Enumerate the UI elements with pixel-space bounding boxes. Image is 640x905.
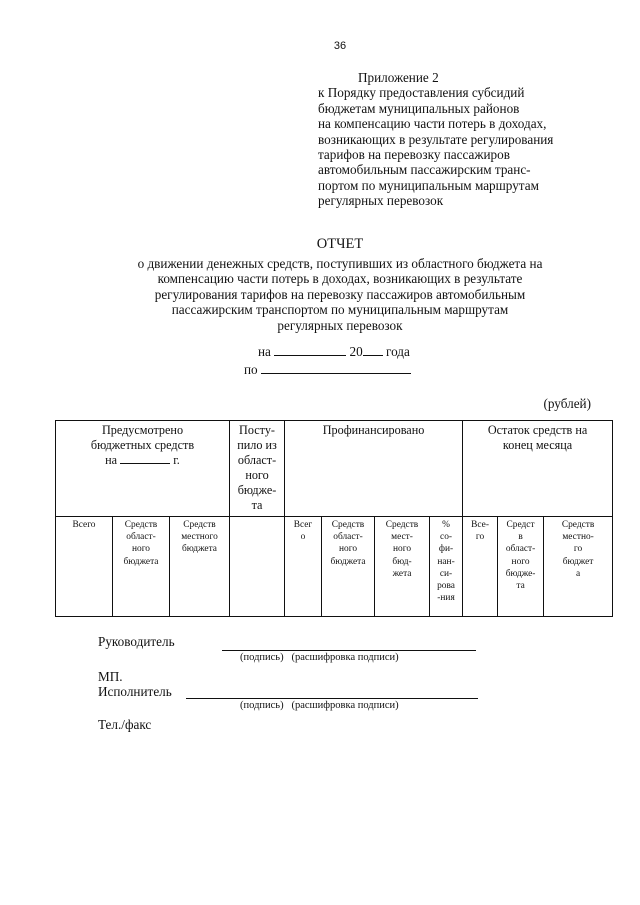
header-planned: Предусмотрено бюджетных средств на г.: [56, 421, 230, 517]
year-blank: [120, 453, 170, 464]
sub-header-text: Все-: [471, 520, 489, 530]
sub-header-text: фи-: [438, 544, 454, 555]
units-label: (рублей): [543, 396, 591, 411]
sub-header-cell: [544, 517, 613, 617]
sub-header-text: жета: [392, 568, 412, 579]
recipient-blank: [261, 362, 411, 374]
page-number: 36: [333, 40, 347, 52]
sub-header-row: [56, 517, 613, 617]
sub-header-cell: [230, 517, 285, 617]
sub-header-cell: [285, 517, 322, 617]
sub-header-text: нан-: [437, 556, 455, 567]
sub-header-text: Средств: [561, 520, 595, 530]
sub-header-cell: [375, 517, 430, 617]
sub-header-text: местного: [181, 532, 218, 543]
sub-header-text: Средств: [385, 520, 419, 530]
period-year-blank: [363, 344, 383, 356]
sub-header-cell: [463, 517, 498, 617]
report-subtitle: [60, 256, 620, 333]
sub-header-cell: [322, 517, 375, 617]
sub-header-text: та: [516, 581, 525, 592]
report-subtitle-line: компенсацию части потерь в доходах, возникающих в результате: [157, 271, 523, 287]
appendix-title: Приложение 2: [358, 70, 439, 85]
sub-header-text: Средст: [506, 520, 535, 530]
appendix-line: портом по муниципальным маршрутам: [318, 177, 539, 193]
sub-header-text: област-: [333, 532, 363, 543]
executor-label: Исполнитель: [98, 684, 172, 699]
sub-header-text: Всего: [72, 520, 96, 530]
sub-header-text: в: [518, 532, 523, 543]
appendix-line: возникающих в результате регулирования: [318, 131, 554, 147]
header-financed: Профинансировано: [285, 421, 463, 517]
recipient-prefix: по: [244, 362, 258, 377]
executor-caption: (подпись) (расшифровка подписи): [240, 700, 399, 711]
report-subtitle-line: о движении денежных средств, поступивших из областного бюджета на: [137, 256, 543, 271]
header-balance: Остаток средств на конец месяца: [463, 421, 613, 517]
header-received: Посту- пило из област- ного бюдже- та: [230, 421, 285, 517]
sub-header-text: бюд-: [392, 556, 412, 567]
sub-header-cell: [170, 517, 230, 617]
report-recipient: [244, 362, 411, 378]
sub-header-text: си-: [439, 568, 453, 579]
sub-header-text: мест-: [391, 532, 413, 543]
executor-signature-line: [186, 698, 478, 699]
sub-header-text: Средств: [331, 520, 365, 530]
sub-header-text: ного: [131, 544, 150, 555]
report-period: [258, 344, 410, 360]
report-subtitle-line: регулирования тарифов на перевозку пассажиров автомобильным: [154, 286, 526, 302]
sub-header-text: со-: [440, 532, 453, 543]
sub-header-text: област-: [126, 532, 156, 543]
appendix-line: тарифов на перевозку пассажиров: [318, 147, 510, 163]
appendix-block: [318, 70, 553, 209]
sub-header-text: го: [573, 544, 583, 555]
sub-header-text: бюдже-: [505, 568, 536, 579]
sub-header-text: ного: [511, 556, 530, 567]
appendix-line: автомобильным пассажирским транс-: [318, 162, 531, 178]
sub-header-text: ного: [339, 544, 358, 555]
report-subtitle-line: пассажирским транспортом по муниципальным маршрутам: [171, 302, 509, 318]
report-title: ОТЧЕТ: [316, 236, 364, 252]
appendix-line: регулярных перевозок: [318, 193, 444, 209]
sub-header-text: го: [475, 532, 485, 543]
sub-header-text: а: [575, 568, 581, 579]
report-subtitle-line: регулярных перевозок: [277, 317, 403, 333]
period-year: 20: [349, 344, 363, 359]
appendix-line: бюджетам муниципальных районов: [318, 100, 520, 116]
report-table: [55, 420, 613, 617]
sub-header-text: Средств: [124, 520, 158, 530]
appendix-line: на компенсацию части потерь в доходах,: [318, 116, 547, 132]
sub-header-cell: [56, 517, 113, 617]
sub-header-text: бюджета: [182, 544, 217, 555]
sub-header-text: област-: [505, 544, 536, 555]
seal-label: МП.: [98, 669, 123, 684]
phone-fax-label: Тел./факс: [98, 717, 152, 732]
period-prefix: на: [258, 344, 271, 359]
period-suffix: года: [386, 344, 410, 359]
sub-header-text: %: [442, 520, 450, 530]
sub-header-cell: [498, 517, 544, 617]
sub-header-text: Всег: [293, 520, 313, 530]
sub-header-text: -ния: [437, 593, 455, 604]
sub-header-text: рова: [437, 581, 455, 592]
appendix-line: к Порядку предоставления субсидий: [318, 85, 525, 101]
sub-header-text: бюджета: [330, 556, 366, 567]
sub-header-cell: [113, 517, 170, 617]
head-signature-line: [222, 650, 476, 651]
sub-header-text: бюджета: [123, 556, 159, 567]
sub-header-text: Средств: [183, 520, 216, 530]
sub-header-text: о: [300, 532, 306, 543]
head-caption: (подпись) (расшифровка подписи): [240, 652, 399, 663]
sub-header-text: бюджет: [562, 556, 594, 567]
period-date-blank: [274, 344, 346, 356]
head-label: Руководитель: [98, 634, 175, 649]
sub-header-text: местно-: [562, 532, 594, 543]
sub-header-text: ного: [393, 544, 412, 555]
sub-header-cell: [430, 517, 463, 617]
